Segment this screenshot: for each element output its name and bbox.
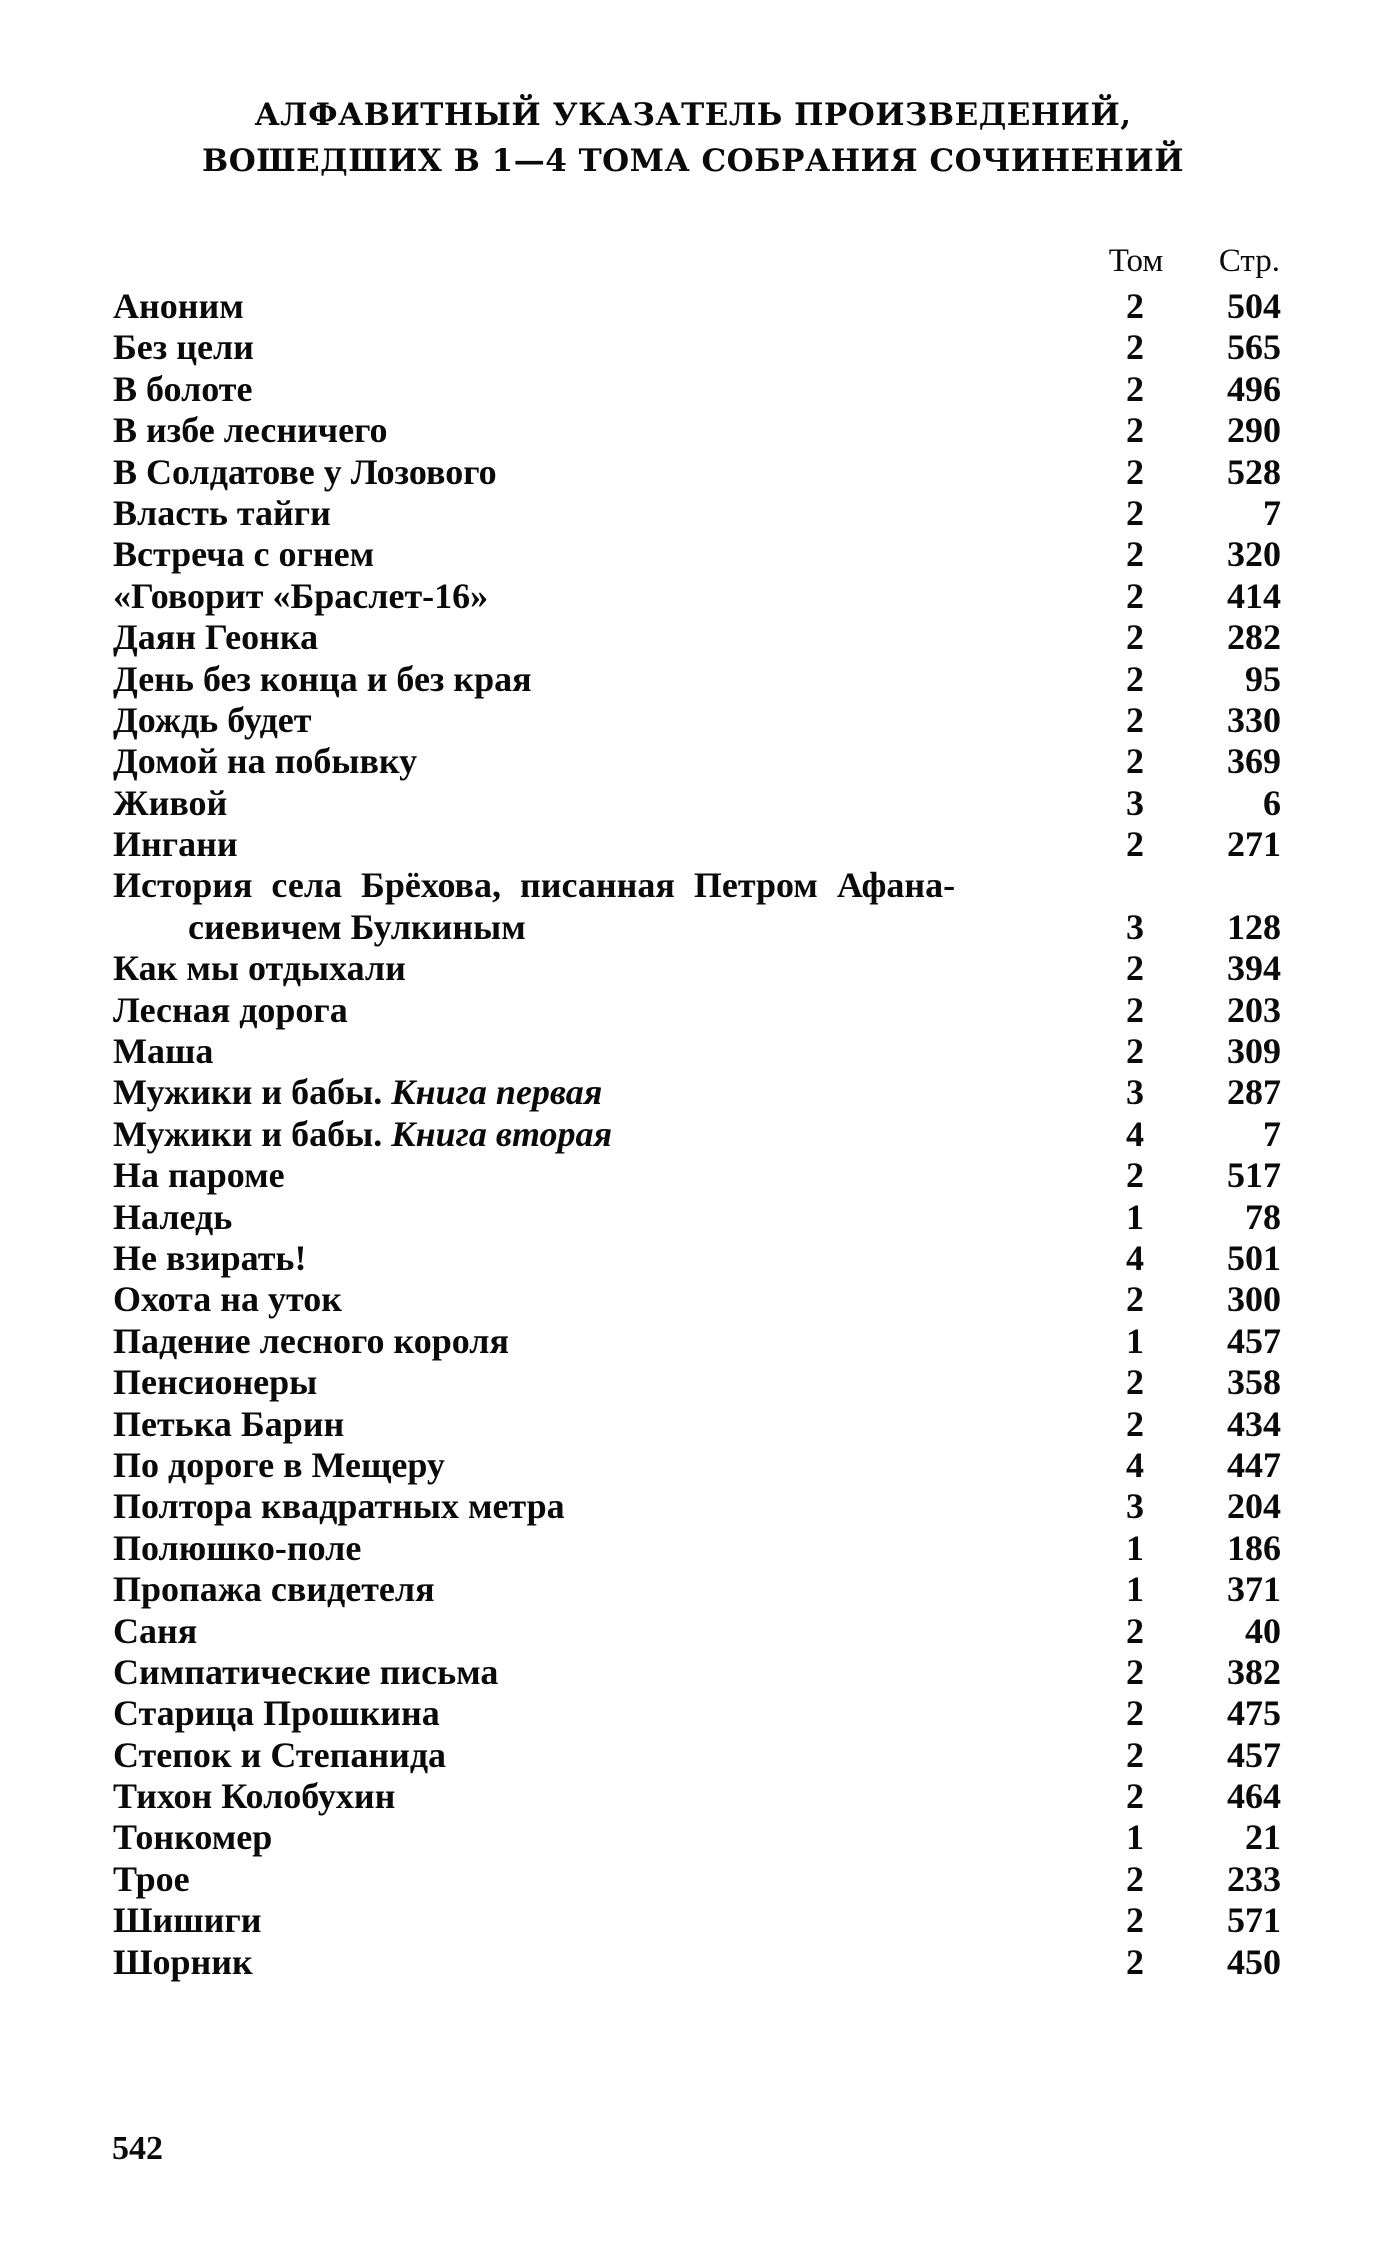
index-entry [113,865,1281,906]
entry-volume: 2 [1126,658,1144,699]
index-entry [113,1114,1281,1155]
entry-subtitle: Книга первая [391,1072,603,1113]
entry-page: 320 [1227,534,1281,575]
entry-page: 571 [1227,1900,1281,1941]
entry-title-text: Симпатические письма [113,1651,499,1692]
entry-title [113,369,252,410]
entry-title-text: Пенсионеры [113,1362,318,1403]
entry-volume: 2 [1126,286,1144,326]
entry-title-text: История села Брёхова, писанная Петром Афана- [113,865,956,906]
entry-page: 528 [1227,451,1281,492]
index-entry [113,1404,1281,1445]
entry-page: 309 [1227,1031,1281,1072]
entry-volume: 1 [1126,1527,1144,1568]
entry-page: 434 [1227,1403,1281,1444]
entry-title-text: По дороге в Мещеру [113,1444,445,1485]
entry-page: 382 [1227,1651,1281,1692]
entry-page: 475 [1227,1693,1281,1734]
index-entry [113,1693,1281,1734]
index-entry [113,1652,1281,1693]
entry-volume: 2 [1126,1941,1144,1982]
entry-volume: 2 [1126,1031,1144,1072]
index-entry [113,1072,1281,1113]
entry-title-text: Встреча с огнем [113,534,375,575]
entry-title-text: сиевичем Булкиным [188,906,526,947]
entry-volume: 2 [1126,368,1144,409]
entry-title [113,1031,213,1072]
entry-title-text: Маша [113,1031,214,1072]
entry-page: 496 [1227,368,1281,409]
entry-title-text: Ингани [113,824,238,865]
entry-volume: 2 [1126,327,1144,368]
entry-title [113,410,388,451]
entry-volume: 2 [1126,1362,1144,1403]
entry-title-text: Шишиги [113,1900,262,1941]
entry-page: 300 [1227,1279,1281,1320]
index-entry [113,1859,1281,1900]
entry-title-text: Пропажа свидетеля [113,1569,435,1610]
entry-title [113,534,374,575]
entry-title [113,1404,344,1445]
entry-page: 7 [1263,492,1281,533]
entry-page: 290 [1227,410,1281,451]
entry-title [113,1238,306,1279]
entry-page: 447 [1227,1444,1281,1485]
entry-volume: 2 [1126,575,1144,616]
entry-title [113,1652,498,1693]
entry-title [113,1900,262,1941]
index-entry [113,1569,1281,1610]
entry-title [113,493,331,534]
entry-subtitle: Книга вторая [391,1113,613,1154]
entry-title [113,1859,190,1900]
index-entry [113,824,1281,865]
index-entry [113,493,1281,534]
entry-title-text: Охота на уток [113,1279,342,1320]
index-list [113,286,1281,1983]
entry-page: 271 [1227,824,1281,865]
entry-title [113,783,227,824]
index-entry [113,369,1281,410]
entry-title-text: Власть тайги [113,492,331,533]
index-entry [113,1611,1281,1652]
index-entry [113,617,1281,658]
entry-title [113,824,238,865]
index-entry [113,907,1281,948]
index-entry [113,1155,1281,1196]
entry-page: 464 [1227,1776,1281,1817]
entry-title-text: Петька Барин [113,1403,345,1444]
index-entry [113,1528,1281,1569]
index-entry [113,1279,1281,1320]
index-entry [113,659,1281,700]
index-entry [113,1197,1281,1238]
entry-title-text: Падение лесного короля [113,1320,509,1361]
page-title-line-2: ВОШЕДШИХ В 1—4 ТОМА СОБРАНИЯ СОЧИНЕНИЙ [202,143,1184,179]
page-title [0,92,1386,184]
column-header-page: Стр. [1218,243,1280,279]
entry-page: 282 [1227,617,1281,658]
index-entry [113,1486,1281,1527]
entry-volume: 3 [1126,1072,1144,1113]
entry-title-text: День без конца и без края [113,658,532,699]
entry-title [113,286,244,327]
entry-volume: 2 [1126,699,1144,740]
entry-page: 330 [1227,699,1281,740]
entry-title [113,1114,612,1155]
entry-title-text: Старица Прошкина [113,1693,440,1734]
index-entry [113,1735,1281,1776]
entry-page: 204 [1227,1486,1281,1527]
entry-title [113,865,955,906]
entry-page: 450 [1227,1941,1281,1982]
entry-title [113,1942,253,1983]
entry-page: 565 [1227,327,1281,368]
entry-title-text: Аноним [113,286,244,326]
entry-page: 95 [1245,658,1281,699]
entry-title [113,617,318,658]
entry-volume: 3 [1126,782,1144,823]
entry-volume: 2 [1126,1610,1144,1651]
entry-title-text: Без цели [113,327,254,368]
entry-volume: 2 [1126,824,1144,865]
index-entry [113,741,1281,782]
entry-title [113,1486,565,1527]
entry-volume: 1 [1126,1320,1144,1361]
entry-title-text: В Солдатове у Лозового [113,451,497,492]
entry-title-text: Даян Геонка [113,617,319,658]
entry-page: 358 [1227,1362,1281,1403]
index-entry [113,1238,1281,1279]
entry-title-text: Не взирать! [113,1237,307,1278]
entry-title [188,907,526,948]
entry-volume: 2 [1126,1279,1144,1320]
entry-volume: 2 [1126,1858,1144,1899]
index-entry [113,1031,1281,1072]
entry-title [113,659,532,700]
entry-title [113,1197,232,1238]
entry-volume: 4 [1126,1444,1144,1485]
entry-page: 504 [1227,286,1281,326]
entry-title [113,741,417,782]
entry-page: 394 [1227,948,1281,989]
index-entry [113,700,1281,741]
entry-title [113,1735,446,1776]
entry-volume: 2 [1126,741,1144,782]
entry-title [113,1528,361,1569]
page-title-line-1: АЛФАВИТНЫЙ УКАЗАТЕЛЬ ПРОИЗВЕДЕНИЙ, [254,97,1132,133]
entry-page: 369 [1227,741,1281,782]
entry-title-text: Наледь [113,1196,233,1237]
entry-volume: 2 [1126,534,1144,575]
entry-title [113,576,488,617]
entry-title-text: Степок и Степанида [113,1734,447,1775]
entry-page: 186 [1227,1527,1281,1568]
entry-title [113,1693,440,1734]
entry-title [113,1072,602,1113]
index-entry [113,1776,1281,1817]
entry-page: 6 [1263,782,1281,823]
entry-volume: 2 [1126,1900,1144,1941]
entry-title-text: На пароме [113,1155,285,1196]
entry-page: 287 [1227,1072,1281,1113]
index-entry [113,452,1281,493]
entry-volume: 1 [1126,1817,1144,1858]
entry-volume: 2 [1126,1776,1144,1817]
entry-title-text: Лесная дорога [113,989,348,1030]
entry-title [113,1817,272,1858]
entry-volume: 3 [1126,906,1144,947]
entry-title [113,1445,445,1486]
entry-volume: 4 [1126,1237,1144,1278]
entry-title [113,452,497,493]
entry-volume: 2 [1126,451,1144,492]
index-entry [113,534,1281,575]
entry-title-text: В болоте [113,368,253,409]
column-header-volume: Том [1108,243,1164,279]
index-entry [113,948,1281,989]
entry-volume: 2 [1126,1734,1144,1775]
index-entry [113,286,1281,327]
entry-volume: 2 [1126,410,1144,451]
entry-title [113,1279,342,1320]
entry-page: 501 [1227,1237,1281,1278]
entry-volume: 2 [1126,617,1144,658]
entry-title-text: Мужики и бабы. [113,1072,383,1113]
entry-page: 128 [1227,906,1281,947]
entry-title-text: Трое [113,1858,190,1899]
index-entry [113,1900,1281,1941]
entry-title [113,1569,435,1610]
entry-page: 517 [1227,1155,1281,1196]
index-entry [113,990,1281,1031]
entry-page: 371 [1227,1569,1281,1610]
entry-title-text: Дождь будет [113,699,312,740]
entry-title [113,1611,197,1652]
entry-volume: 2 [1126,1403,1144,1444]
entry-page: 457 [1227,1320,1281,1361]
entry-title-text: Саня [113,1610,198,1651]
entry-volume: 1 [1126,1196,1144,1237]
page-number: 542 [112,2130,163,2167]
entry-title-text: «Говорит «Браслет-16» [113,575,489,616]
entry-title [113,1776,395,1817]
index-entry [113,327,1281,368]
entry-title [113,990,348,1031]
entry-title-text: Полюшко-поле [113,1527,362,1568]
entry-volume: 3 [1126,1486,1144,1527]
entry-volume: 4 [1126,1113,1144,1154]
entry-title [113,1321,509,1362]
entry-page: 40 [1245,1610,1281,1651]
entry-volume: 2 [1126,1155,1144,1196]
entry-title [113,327,254,368]
entry-volume: 2 [1126,1651,1144,1692]
index-entry [113,1817,1281,1858]
index-entry [113,1445,1281,1486]
entry-title-text: Как мы отдыхали [113,948,406,989]
entry-volume: 2 [1126,492,1144,533]
entry-title-text: Тихон Колобухин [113,1776,396,1817]
entry-page: 78 [1245,1196,1281,1237]
index-entry [113,1362,1281,1403]
entry-volume: 2 [1126,1693,1144,1734]
entry-title [113,700,311,741]
entry-title [113,948,406,989]
entry-page: 457 [1227,1734,1281,1775]
entry-title-text: Тонкомер [113,1817,273,1858]
entry-title-text: Мужики и бабы. [113,1113,383,1154]
index-entry [113,410,1281,451]
index-entry [113,783,1281,824]
entry-title-text: Домой на побывку [113,741,418,782]
entry-volume: 2 [1126,989,1144,1030]
index-entry [113,1321,1281,1362]
entry-title-text: В избе лесничего [113,410,388,451]
index-entry [113,1942,1281,1983]
entry-volume: 1 [1126,1569,1144,1610]
index-entry [113,576,1281,617]
entry-title-text: Живой [113,782,228,823]
entry-page: 7 [1263,1113,1281,1154]
entry-page: 233 [1227,1858,1281,1899]
entry-page: 203 [1227,989,1281,1030]
entry-volume: 2 [1126,948,1144,989]
entry-title [113,1362,317,1403]
entry-title-text: Полтора квадратных метра [113,1486,565,1527]
entry-title [113,1155,285,1196]
entry-page: 21 [1245,1817,1281,1858]
entry-title-text: Шорник [113,1941,253,1982]
entry-page: 414 [1227,575,1281,616]
